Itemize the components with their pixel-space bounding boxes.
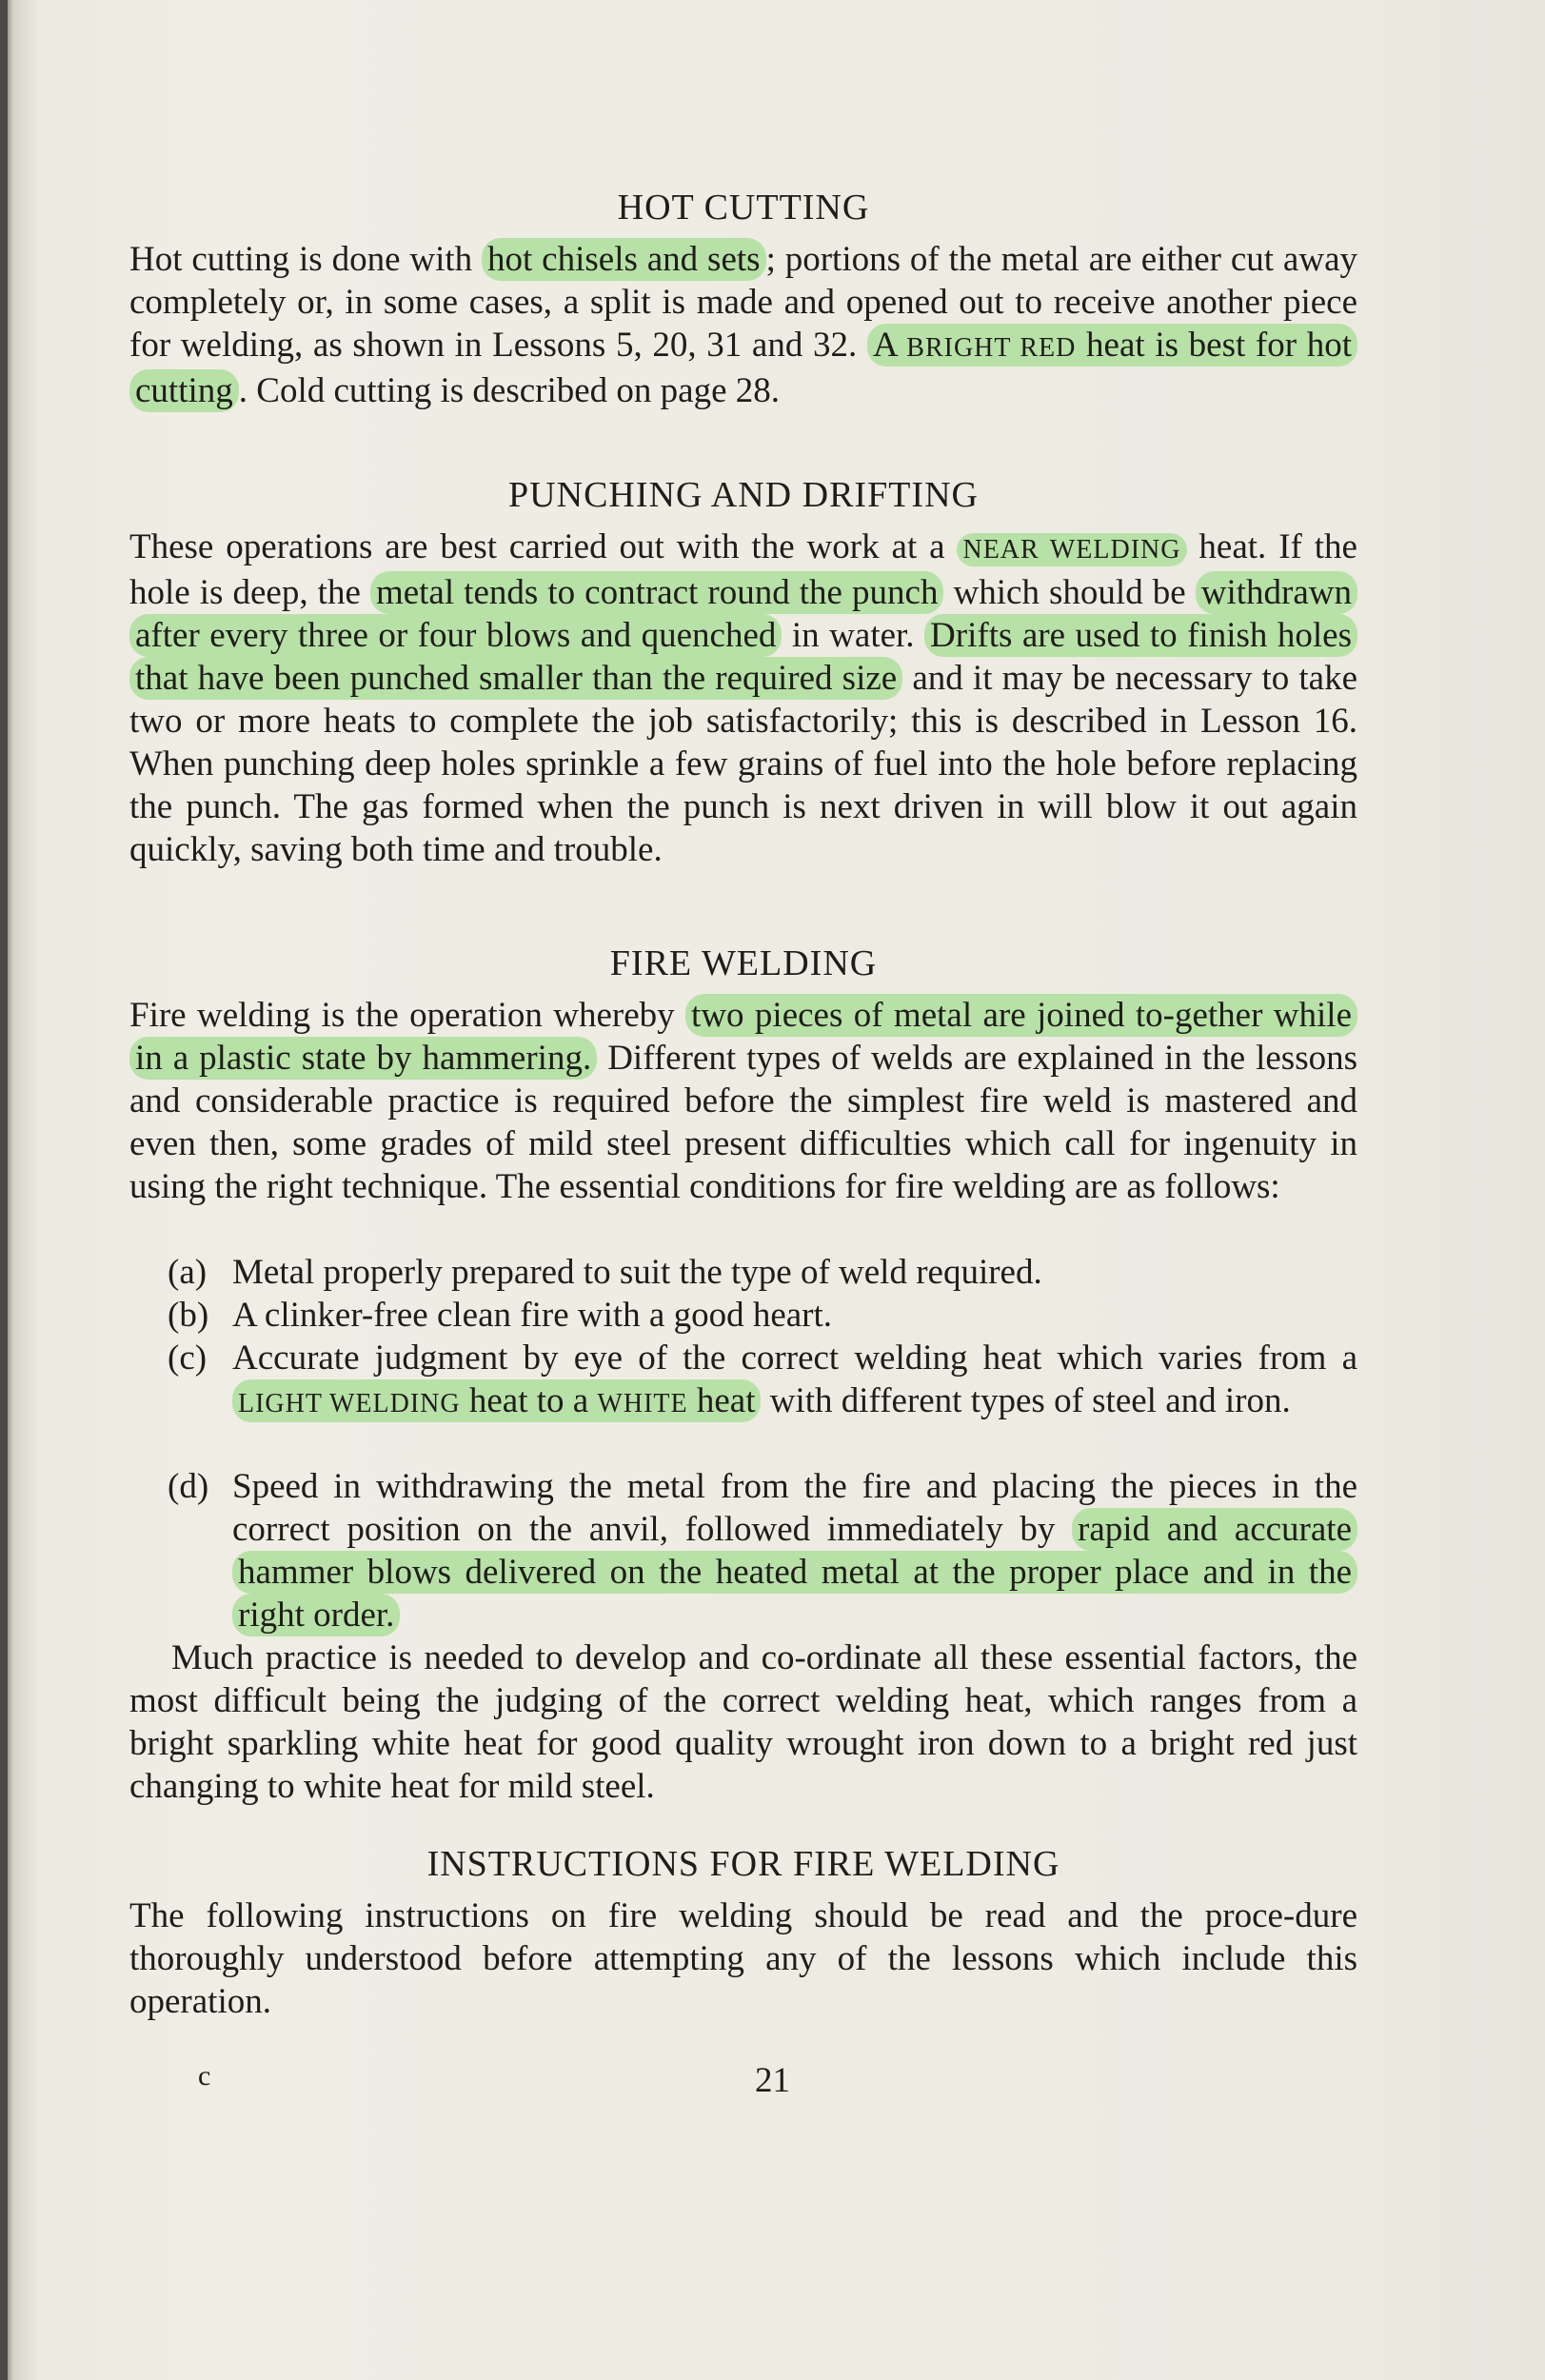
list-text-a: Metal properly prepared to suit the type of weld required.	[232, 1253, 1042, 1292]
text-run: ; portions of the metal are either cut away completely or, in some cases, a split is made and opened out to receive another piece for welding, as shown in Lessons 5, 20, 31 and 32.	[129, 240, 1357, 365]
text-run: heat to a	[460, 1381, 598, 1420]
heading-instructions: INSTRUCTIONS FOR FIRE WELDING	[426, 1844, 1060, 1884]
page-number: 21	[755, 2061, 790, 2100]
text-run: with different types of steel and iron.	[761, 1381, 1291, 1420]
heading-punching-drifting: PUNCHING AND DRIFTING	[508, 475, 979, 515]
paragraph-much-practice: Much practice is needed to develop and co-ordinate all these essential factors, the most difficult being the judging of the correct welding heat, which ranges from a bright sparkling white heat for good quality wrought iron down to a bright red just changing to white heat for mild steel.	[129, 1638, 1357, 1806]
text-run: Speed in withdrawing the metal from the fire and placing the pieces in the correct position on the anvil, followed immediately by	[232, 1467, 1357, 1549]
highlight-withdrawn-quenched: withdrawn after every three or four blows and quenched	[129, 571, 1357, 657]
text-run: and it may be necessary to take two or more heats to complete the job satisfactorily; this is described in Lesson 16. When punching deep holes sprinkle a few grains of fuel into the hole before replacing the punch. The gas formed when the punch is next driven in will blow it out again quickly, saving both time and trouble.	[129, 659, 1357, 869]
heading-fire-welding: FIRE WELDING	[609, 943, 878, 983]
text-run: which should be	[943, 573, 1196, 612]
text-run: A	[872, 326, 907, 365]
list-item-b	[168, 1294, 1357, 1337]
heading-hot-cutting: HOT CUTTING	[617, 188, 870, 228]
text-run: Fire welding is the operation whereby	[129, 996, 686, 1035]
small-caps-white: WHITE	[597, 1389, 688, 1418]
text-run: . Cold cutting is described on page 28.	[238, 371, 781, 410]
text-run: heat is best for hot cutting	[135, 326, 1352, 410]
text-run: Accurate judgment by eye of the correct welding heat which varies from a	[232, 1339, 1357, 1378]
paragraph-fire-welding	[129, 994, 1357, 1208]
highlight-two-pieces-joined: two pieces of metal are joined to-gether while in a plastic state by hammering.	[129, 994, 1357, 1080]
list-text-d	[232, 1465, 1357, 1636]
highlight-metal-contracts: metal tends to contract round the punch	[370, 571, 944, 614]
highlight-light-welding-white-heat	[232, 1379, 761, 1422]
list-text-c	[232, 1337, 1357, 1425]
text-run: Hot cutting is done with	[129, 240, 483, 279]
highlight-drifts: Drifts are used to finish holes that have been punched smaller than the required size	[129, 614, 1357, 700]
list-item-c	[168, 1337, 1357, 1425]
highlight-hot-chisels: hot chisels and sets	[482, 238, 766, 281]
list-marker-c: (c)	[168, 1339, 208, 1378]
small-caps-light-welding: LIGHT WELDING	[238, 1389, 461, 1418]
highlight-rapid-hammer-blows: rapid and accurate hammer blows delivered on the heated metal at the proper place and in the right order.	[232, 1508, 1357, 1636]
paragraph-punching	[129, 526, 1357, 871]
text-run: Different types of welds are explained in the lessons and considerable practice is required before the simplest fire weld is mastered and even then, some grades of mild steel present difficulties which call for ingenuity in using the right technique. The essential conditions for fire welding are as follows:	[129, 1039, 1358, 1206]
text-run: These operations are best carried out with the work at a	[129, 527, 958, 566]
paragraph-hot-cutting	[129, 238, 1357, 412]
list-item-a	[168, 1251, 1357, 1294]
small-caps-bright-red: BRIGHT RED	[906, 333, 1077, 363]
highlight-near-welding: NEAR WELDING	[957, 533, 1186, 566]
paragraph-instructions: The following instructions on fire welding should be read and the proce-dure thoroughly understood before attempting any of the lessons which include this operation.	[129, 1896, 1357, 2021]
text-run: heat. If the hole is deep, the	[129, 527, 1357, 612]
page-binding-edge	[0, 0, 8, 2380]
list-marker-d: (d)	[168, 1467, 209, 1506]
list-marker-b: (b)	[168, 1296, 209, 1335]
signature-letter: c	[198, 2060, 211, 2092]
list-text-b: A clinker-free clean fire with a good heart.	[232, 1296, 833, 1335]
list-marker-a: (a)	[168, 1253, 208, 1292]
text-run: heat	[687, 1381, 756, 1420]
list-item-d	[168, 1465, 1357, 1636]
text-run: in water.	[782, 616, 925, 655]
